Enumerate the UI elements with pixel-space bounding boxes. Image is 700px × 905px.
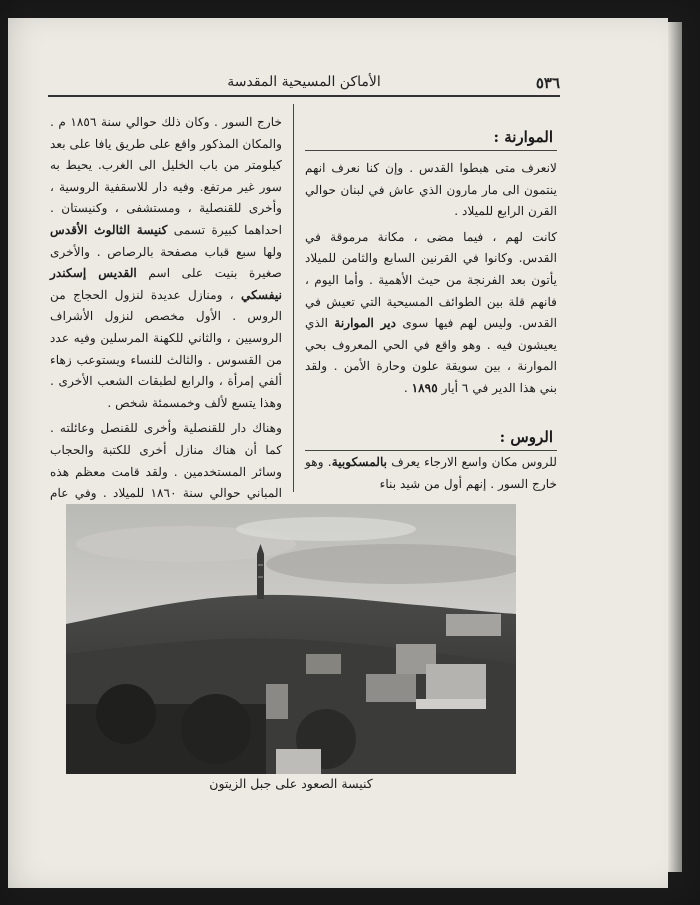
running-title: الأماكن المسيحية المقدسة xyxy=(227,74,381,90)
bold-term: بالمسكوبية xyxy=(331,455,388,469)
section-heading-russians: الروس : xyxy=(499,428,553,446)
header-rule xyxy=(48,95,560,97)
page-header xyxy=(48,74,560,96)
heading-underline xyxy=(305,150,557,151)
paragraph: كانت لهم ، فيما مضى ، مكانة مرموقة في القدس. وكانوا في القرنين السابع والثامن للميلاد يأتون بعد الفرنجة من حيث الأهمية . وأما اليوم ، فانهم قلة بين الطوائف المسيحية التي تعيش في القدس. وليس لهم فيها سوى دير الموارنة الذي يعيشون فيه . وهو واقع في الحي المعروف بحي الموارنة ، بين سويقة علون وحارة الأمن . ولقد بني هذا الدير في ٦ أيار ١٨٩٥ . xyxy=(305,229,557,395)
bold-term: دير الموارنة xyxy=(334,316,397,331)
paragraph: خارج السور . وكان ذلك حوالي سنة ١٨٥٦ م . والمكان المذكور واقع على طريق يافا على بعد كيلومتر من باب الخليل الى الغرب. يحيط به سور غير مرتفع. وفيه دار للاسقفية الروسية ، وأخرى للقنصلية ، ومستشفى ، وكنيستان . احداهما كبيرة تسمى كنيسة الثالوث الأقدس ولها سبع قباب مصفحة بالرصاص . والأخرى صغيرة بنيت على اسم القديس إسكندر نيفسكي ، ومنازل عديدة لنزول الحجاج من الروس . الأول مخصص لنزول الأشراف الروسيين ، والثاني للكهنة المرسلين وفيه عدد من القسوس . والثالث للنساء ويستوعب زهاء ألفي إمرأة ، والرابع لطبقات الشعب الأخرى . وهذا يتسع لألف وخمسمئة شخص . xyxy=(50,115,283,410)
photo-church-of-ascension xyxy=(66,504,516,774)
paragraph: لانعرف متى هبطوا القدس . وإن كنا نعرف انهم ينتمون الى مار مارون الذي عاش في لبنان حوالي القرن الرابع للميلاد . xyxy=(305,161,557,219)
section-heading-maronites: الموارنة : xyxy=(493,128,553,146)
bold-term: كنيسة الثالوث الأقدس xyxy=(50,222,168,237)
photo-caption: كنيسة الصعود على جبل الزيتون xyxy=(209,776,373,791)
column-divider xyxy=(293,104,294,492)
bold-term: ١٨٩٥ xyxy=(411,380,438,395)
paragraph: وهناك دار للقنصلية وأخرى للقنصل وعائلته . كما أن هناك منازل أخرى للكتبة والحجاب وسائر المستخدمين . ولقد قامت معظم هذه المباني حوالي سنة ١٨٦٠ للميلاد . وفي عام xyxy=(50,421,282,501)
heading-underline xyxy=(305,450,557,451)
paragraph: للروس مكان واسع الارجاء يعرف بالمسكوبية. وهو خارج السور . إنهم أول من شيد بناء xyxy=(305,455,558,491)
right-column-russians xyxy=(305,452,557,499)
left-column xyxy=(50,112,282,530)
page-number: ٥٣٦ xyxy=(535,74,560,92)
right-column-maronites xyxy=(305,158,557,404)
bold-term: القديس إسكندر نيفسكي xyxy=(50,266,282,302)
